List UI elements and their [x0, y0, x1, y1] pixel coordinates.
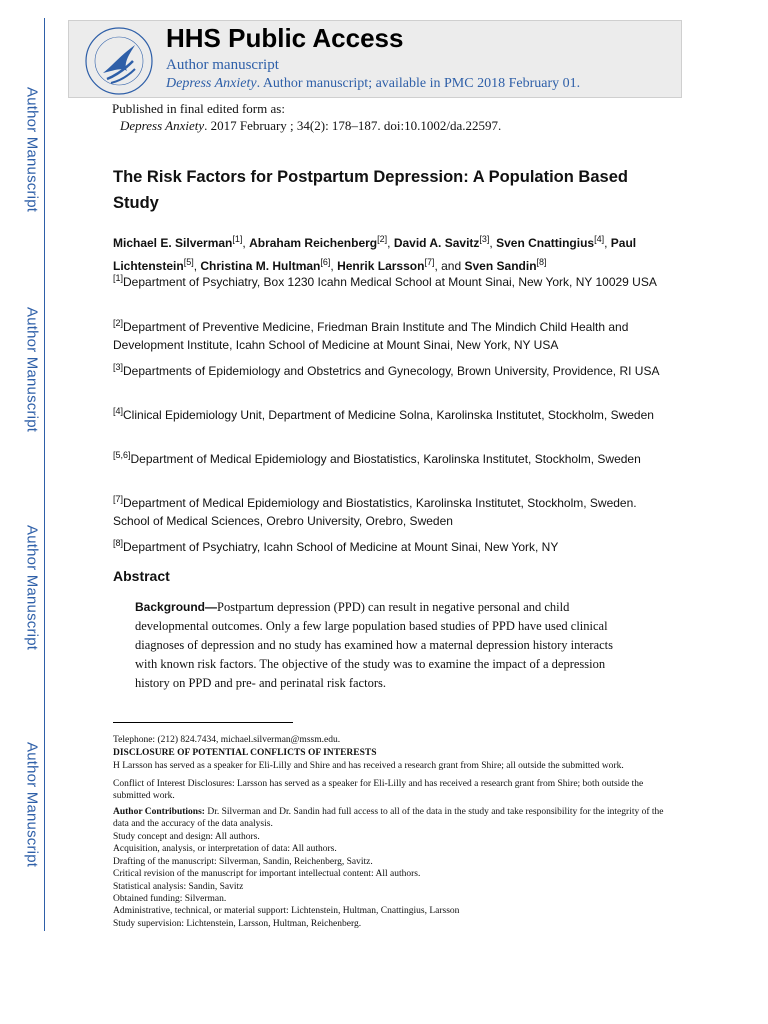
footnote-rule [113, 722, 293, 723]
author-affiliation-ref: [8] [536, 257, 547, 267]
abstract-background: Background—Postpartum depression (PPD) can result in negative personal and child developmental outcomes. Only a few large population based studies of PPD have used clinical diagnoses of depression and no study has examined how a maternal depression history interacts with known risk factors. The objective of the study was to examine the impact of a depression history on PPD and pre- and perinatal risk factors. [135, 600, 614, 690]
author-affiliation-ref: [3] [479, 234, 490, 244]
author-separator: , [489, 236, 497, 250]
affiliation-ref: [8] [113, 538, 124, 548]
contribution-line: Statistical analysis: Sandin, Savitz [113, 881, 244, 892]
author-affiliation-ref: [6] [320, 257, 331, 267]
affiliation [113, 446, 673, 468]
contribution-line: Study concept and design: All authors. [113, 832, 260, 842]
author-affiliation-ref: [4] [594, 234, 605, 244]
author-separator: , [242, 236, 250, 250]
author-affiliation-ref: [7] [424, 257, 435, 267]
affiliation-text: Department of Psychiatry, Icahn School of Medicine at Mount Sinai, New York, NY [123, 540, 559, 554]
author-name: Abraham Reichenberg [249, 236, 378, 250]
abstract-heading: Abstract [113, 568, 170, 584]
contact-footnote: Telephone: (212) 824.7434, michael.silverman@mssm.edu. [113, 735, 341, 745]
author-manuscript-label: Author manuscript [166, 57, 279, 73]
affiliation-ref: [3] [113, 362, 124, 372]
author-separator: , [330, 259, 338, 273]
author-affiliation-ref: [1] [232, 234, 243, 244]
contribution-line: Critical revision of the manuscript for important intellectual content: All authors. [113, 869, 421, 880]
affiliation-ref: [7] [113, 494, 124, 504]
affiliation-text: Clinical Epidemiology Unit, Department of Medicine Solna, Karolinska Institutet, Stockholm, Sweden [123, 408, 654, 422]
author-name: Michael E. Silverman [113, 236, 233, 250]
contribution-line: Drafting of the manuscript: Silverman, Sandin, Reichenberg, Savitz. [113, 856, 373, 867]
affiliation-text: Department of Preventive Medicine, Friedman Brain Institute and The Mindich Child Health and Development Institute, Icahn School of Medicine at Mount Sinai, New York, NY USA [113, 320, 629, 352]
author-separator: , [387, 236, 394, 250]
contributions: Author Contributions: Dr. Silverman and Dr. Sandin had full access to all of the data in the study and take responsibility for the integrity of the data and the accuracy of the data analysis. [113, 807, 664, 830]
published-citation: Depress Anxiety. 2017 February ; 34(2): 178–187. doi:10.1002/da.22597. [120, 118, 502, 133]
affiliation [113, 490, 673, 530]
contribution-line: Obtained funding: Silverman. [113, 894, 227, 904]
article-title: The Risk Factors for Postpartum Depression: A Population Based Study [113, 168, 628, 212]
affiliation-text: Department of Psychiatry, Box 1230 Icahn Medical School at Mount Sinai, New York, NY 10029 USA [123, 275, 657, 289]
affiliation-ref: [2] [113, 318, 124, 328]
published-label: Published in final edited form as: [112, 101, 285, 116]
hhs-header [68, 20, 682, 98]
author-affiliation-ref: [2] [377, 234, 388, 244]
published-info [112, 100, 501, 134]
affiliation-ref: [1] [113, 273, 124, 283]
affiliation-text: Department of Medical Epidemiology and Biostatistics, Karolinska Institutet, Stockholm, Sweden. School of Medical Sciences, Orebro University, Orebro, Sweden [113, 496, 637, 528]
hhs-seal-icon [83, 25, 155, 97]
affiliation-ref: [4] [113, 406, 124, 416]
affiliation-ref: [5,6] [113, 450, 131, 460]
author-name: Henrik Larsson [337, 259, 425, 273]
author-affiliation-ref: [5] [183, 257, 194, 267]
author-name: Paul Lichtenstein [113, 236, 637, 273]
author-separator: , [193, 259, 201, 273]
author-name: Sven Cnattingius [496, 236, 595, 250]
sidebar-label: Author Manuscript [23, 87, 41, 213]
sidebar-label: Author Manuscript [23, 307, 41, 433]
affiliation-text: Department of Medical Epidemiology and Biostatistics, Karolinska Institutet, Stockholm, Sweden [130, 452, 641, 466]
contribution-line: Study supervision: Lichtenstein, Larsson, Hultman, Reichenberg. [113, 918, 362, 929]
sidebar-label: Author Manuscript [23, 742, 41, 868]
disclosure-heading: DISCLOSURE OF POTENTIAL CONFLICTS OF INTERESTS [113, 748, 377, 758]
contribution-line: Administrative, technical, or material support: Lichtenstein, Hultman, Cnattingius, Larsson [113, 906, 460, 917]
affiliation [113, 534, 673, 556]
sidebar-label: Author Manuscript [23, 525, 41, 651]
author-separator: , [604, 236, 611, 250]
author-name: Christina M. Hultman [200, 259, 321, 273]
affiliation [113, 269, 673, 291]
affiliation-text: Departments of Epidemiology and Obstetrics and Gynecology, Brown University, Providence, RI USA [123, 364, 660, 378]
affiliation [113, 358, 673, 380]
author-name: David A. Savitz [393, 236, 480, 250]
hhs-title: HHS Public Access [166, 23, 404, 53]
coi-text: Conflict of Interest Disclosures: Larsson has served as a speaker for Eli-Lilly and has received a research grant from Shire; both outside the submitted work. [113, 779, 644, 802]
journal-availability: Depress Anxiety. Author manuscript; available in PMC 2018 February 01. [166, 76, 581, 91]
affiliation [113, 314, 673, 354]
disclosure-text: H Larsson has served as a speaker for Eli-Lilly and Shire and has received a research grant from Shire; all outside the submitted work. [113, 761, 624, 771]
author-separator: , and [434, 259, 465, 273]
affiliation [113, 402, 673, 424]
contribution-line: Acquisition, analysis, or interpretation of data: All authors. [113, 844, 337, 855]
author-name: Sven Sandin [464, 259, 537, 273]
